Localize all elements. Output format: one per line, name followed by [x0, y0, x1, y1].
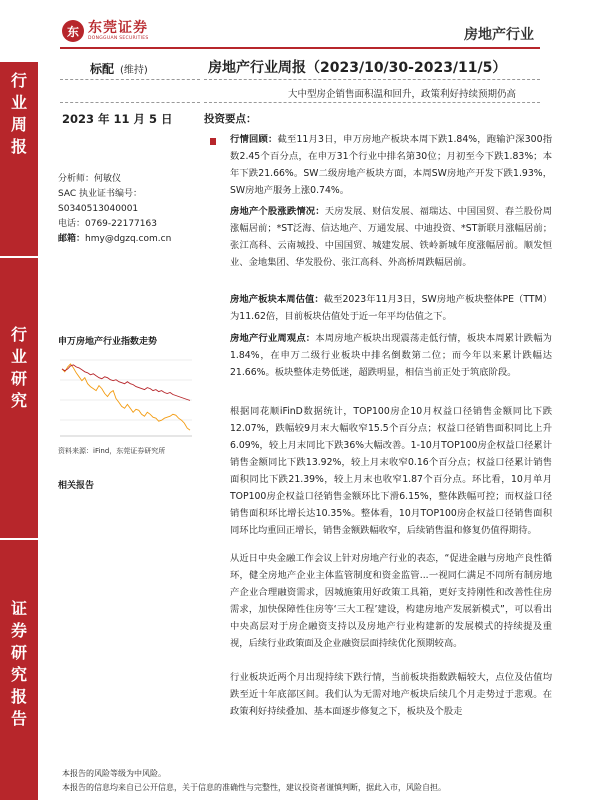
- report-title: 房地产行业周报（2023/10/30-2023/11/5）: [208, 60, 507, 76]
- industry-tag: 房地产行业: [464, 27, 534, 43]
- dashed-rule: [60, 79, 200, 80]
- analyst-sac-number: S0340513040001: [58, 204, 139, 214]
- rating-sub: (维持): [120, 65, 148, 76]
- side-label-char: 报: [10, 687, 27, 706]
- body-paragraph-sales: 根据同花顺iFinD数据统计，TOP100房企10月权益口径销售金额同比下跌12.07%，跌幅较9月末大幅收窄15.5个百分点；权益口径销售面积同比上升6.09%，较上月末同比下跌36%大幅改善。1-10月TOP100房企权益口径累计销售金额同比下跌13.92%，较上月末收窄0.16个百分点；权益口径累计销售面积同比下跌21.39%，较上月末也收窄1.87个百分点。环比看，10月单月TOP100房企权益口径销售金额环比下滑6.15%，整体跌幅可控；而权益口径销售面积环比增长达10.35%。整体看，10月TOP100房企权益口径销售面积同环比均重回正增长，销售金额跌幅收窄，后续销售温和修复仍值得期待。: [230, 406, 552, 536]
- side-label-char: 业: [10, 347, 27, 366]
- header-divider: [60, 47, 540, 49]
- analyst-info: [58, 172, 171, 247]
- report-subtitle: 大中型房企销售面积温和回升，政策利好持续预期仍高: [288, 89, 517, 100]
- side-label-weekly: [0, 70, 38, 158]
- point-market-review: 行情回顾：截至11月3日，申万房地产板块本周下跌1.84%，跑输沪深300指数2.45个百分点，在申万31个行业中排名第30位；月初至今下跌1.83%；本年下跌21.66%。SW二级房地产板块方面，本周SW房地产开发下跌1.93%，SW房地产服务上涨0.74%。: [230, 134, 552, 196]
- side-label-char: 行: [10, 325, 27, 344]
- side-label-char: 业: [10, 93, 27, 112]
- rating: [90, 60, 148, 77]
- side-divider: [0, 256, 38, 258]
- index-trend-chart: [56, 350, 196, 442]
- analyst-phone: 电话：0769-22177163: [58, 219, 157, 229]
- analyst-sac-label: SAC 执业证书编号：: [58, 189, 143, 199]
- side-label-char: 行: [10, 71, 27, 90]
- rating-label: 标配: [90, 62, 115, 76]
- body-paragraph-policy: 从近日中央金融工作会议上针对房地产行业的表态，“促进金融与房地产良性循环，健全房地产企业主体监管制度和资金监管...一视同仁满足不同所有制房地产企业合理融资需求，因城施策用好政策工具箱，更好支持刚性和改善性住房需求，加快保障性住房等‘三大工程’建设，构建房地产发展新模式”，可以看出中央高层对于房企融资支持以及房地产行业构建新的发展模式的持续提及重视，后续行业政策面及企业融资层面持续优化预期较高。: [230, 553, 552, 649]
- side-bar: [0, 62, 38, 800]
- related-reports-heading: 相关报告: [58, 481, 95, 491]
- side-label-char: 究: [10, 665, 27, 684]
- side-label-char: 券: [10, 621, 27, 640]
- side-label-char: 研: [10, 369, 27, 388]
- risk-level-note: 本报告的风险等级为中风险。: [62, 769, 166, 778]
- dashed-rule: [204, 102, 540, 103]
- analyst-email[interactable]: 邮箱：hmy@dgzq.com.cn: [58, 234, 172, 244]
- side-label-char: 证: [10, 599, 27, 618]
- footer-disclaimer: [62, 767, 446, 795]
- side-label-char: 研: [10, 643, 27, 662]
- company-logo: [62, 20, 149, 42]
- side-label-char: 究: [10, 391, 27, 410]
- side-label-char: 告: [10, 709, 27, 728]
- points-title: 投资要点：: [204, 113, 257, 125]
- logo-name-cn: 东莞证券: [88, 19, 148, 36]
- bullet-icon: [210, 138, 216, 145]
- logo-emblem-icon: 东: [62, 20, 84, 42]
- report-date: 2023 年 11 月 5 日: [62, 112, 173, 126]
- series-line-1: [62, 365, 190, 401]
- chart-title: 申万房地产行业指数走势: [58, 337, 158, 347]
- dashed-rule: [60, 102, 200, 103]
- dashed-rule: [204, 79, 540, 80]
- side-divider: [0, 538, 38, 540]
- side-label-report: [0, 598, 38, 730]
- side-label-research: [0, 324, 38, 412]
- logo-name-en: DONGGUAN SECURITIES: [88, 35, 149, 41]
- chart-source: 资料来源：iFind，东莞证券研究所: [58, 447, 166, 455]
- point-valuation: 房地产板块本周估值：截至2023年11月3日，SW房地产板块整体PE（TTM）为11.62倍，目前板块估值处于近一年平均估值之下。: [230, 294, 552, 322]
- body-paragraph-outlook: 行业板块近两个月出现持续下跌行情，当前板块指数跌幅较大，点位及估值均跌至近十年底部区间。我们认为无需对地产板块后续几个月走势过于悲观。在政策利好持续叠加、基本面逐步修复之下，板块及个股走: [230, 672, 552, 717]
- point-weekly-view: 房地产行业周观点：本周房地产板块出现震荡走低行情，板块本周累计跌幅为1.84%，在申万二级行业板块中排名倒数第二位；而今年以来累计跌幅达21.66%。板块整体走势低迷，超跌明显，相信当前正处于筑底阶段。: [230, 333, 552, 378]
- info-source-note: 本报告的信息均来自已公开信息，关于信息的准确性与完整性，建议投资者谨慎判断，据此入市，风险自担。: [62, 783, 446, 792]
- side-label-char: 周: [10, 115, 27, 134]
- side-label-char: 报: [10, 137, 27, 156]
- point-stock-moves: 房地产个股涨跌情况：天房发展、财信发展、福瑞达、中国国贸、春兰股份周涨幅居前；*ST泛海、信达地产、万通发展、中迪投资、*ST新联月涨幅居前；张江高科、云南城投、中国国贸、城建发展、铁岭新城年度涨幅居前。顺发恒业、金地集团、华发股份、张江高科、外高桥周跌幅居前。: [230, 206, 552, 268]
- analyst-name: 分析师：何敏仪: [58, 174, 122, 184]
